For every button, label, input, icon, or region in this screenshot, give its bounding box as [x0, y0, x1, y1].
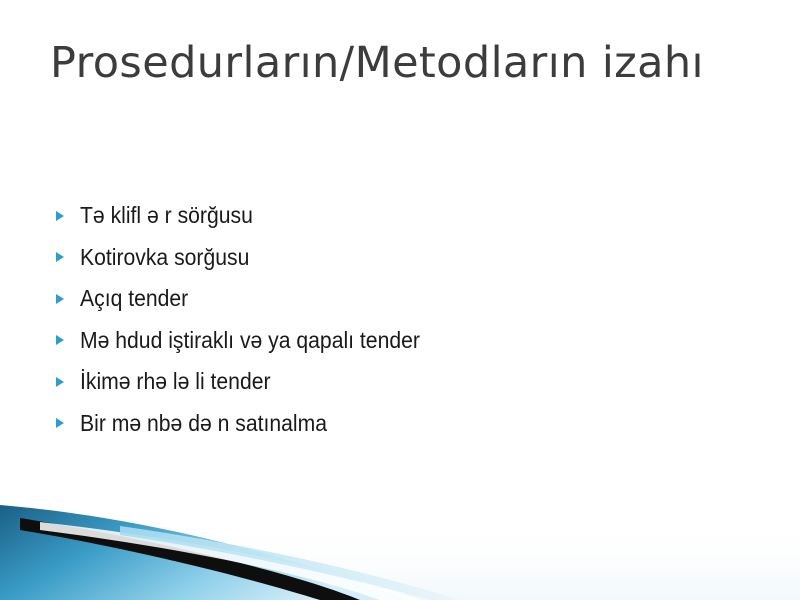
bullet-text: Tə klifl ə r sörğusu: [80, 202, 253, 229]
bullet-text: İkimə rhə lə li tender: [80, 368, 271, 395]
slide-title: Prosedurların/Metodların izahı: [50, 38, 704, 88]
bullet-text: Bir mə nbə də n satınalma: [80, 409, 328, 436]
bullet-text: Açıq tender: [80, 285, 189, 312]
bullet-text: Mə hdud iştiraklı və ya qapalı tender: [80, 326, 420, 353]
bullet-text: Kotirovka sorğusu: [80, 243, 250, 270]
